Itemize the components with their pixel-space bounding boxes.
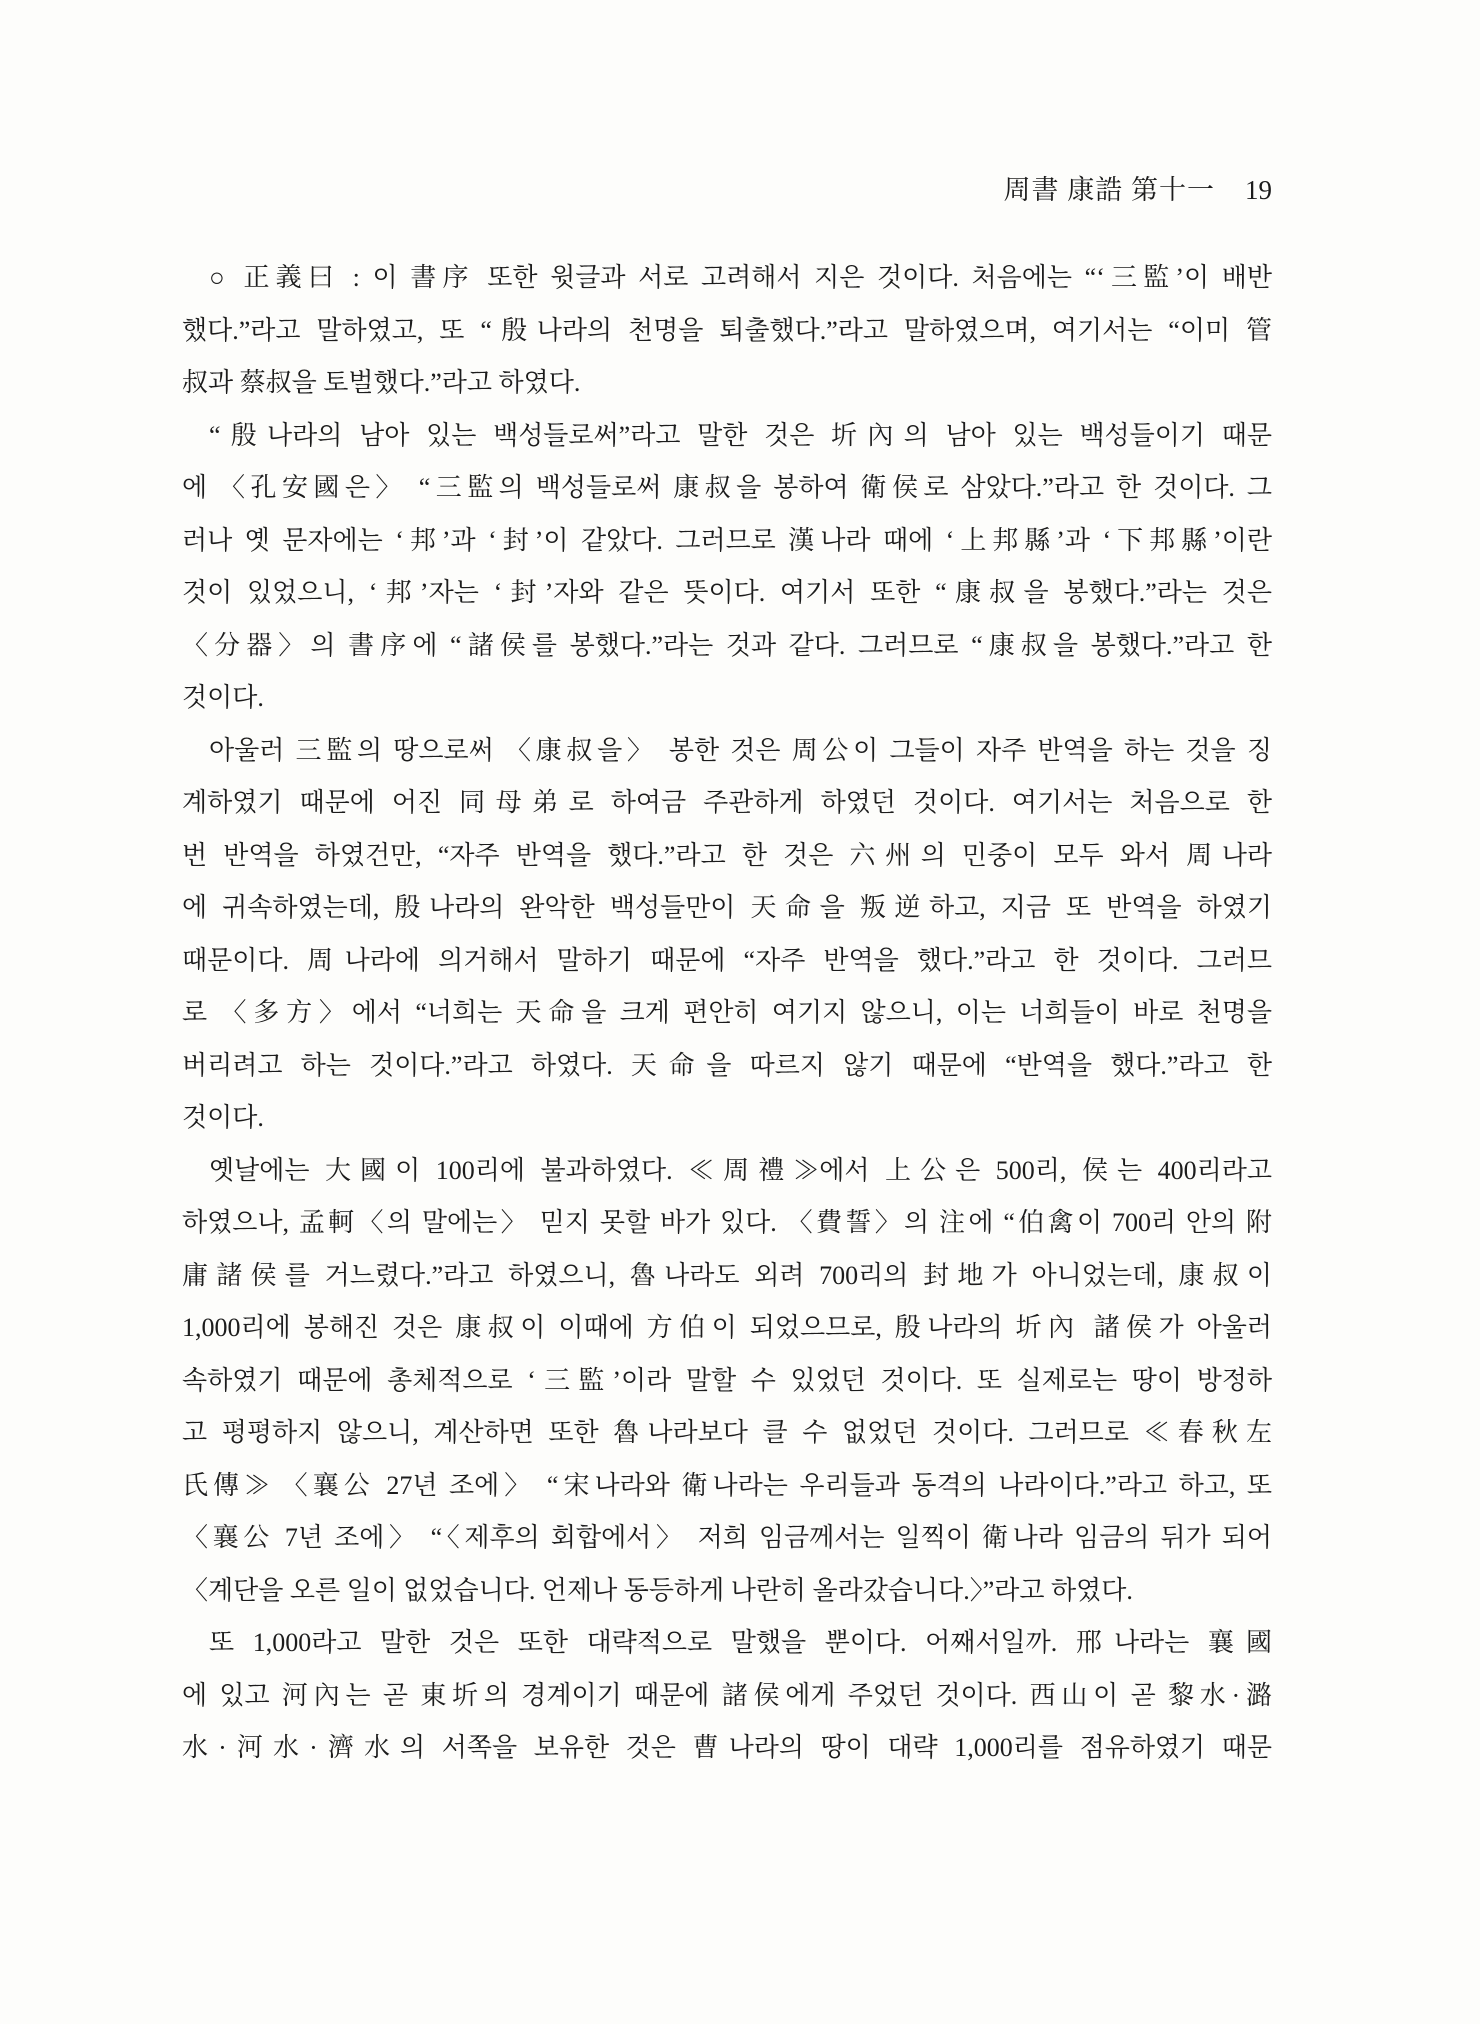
text-line: 水·河水·濟水의 서쪽을 보유한 것은 曹나라의 땅이 대략 1,000리를 점유하였기 때문 — [182, 1733, 1272, 1762]
text-line: 〈襄公 7년 조에〉 “〈제후의 회합에서〉 저희 임금께서는 일찍이 衛나라 임금의 뒤가 되어 — [182, 1523, 1272, 1552]
text-line: 때문이다. 周나라에 의거해서 말하기 때문에 “자주 반역을 했다.”라고 한 것이다. 그러므 — [182, 945, 1272, 975]
text-line: 에 〈孔安國은〉 “三監의 백성들로써 康叔을 봉하여 衛侯로 삼았다.”라고 한 것이다. 그 — [182, 473, 1272, 502]
text-line: ○ 正義曰 : 이 書序 또한 윗글과 서로 고려해서 지은 것이다. 처음에는 “‘三監’이 배반 — [209, 263, 1272, 292]
text-line: 하였으나, 孟軻〈의 말에는〉 믿지 못할 바가 있다. 〈費誓〉의 注에 “伯禽이 700리 안의 附 — [182, 1208, 1272, 1237]
text-line: 에 귀속하였는데, 殷나라의 완악한 백성들만이 天命을 叛逆하고, 지금 또 반역을 하였기 — [182, 893, 1272, 922]
text-line: 에 있고 河內는 곧 東圻의 경계이기 때문에 諸侯에게 주었던 것이다. 西山이 곧 黎水·潞 — [182, 1680, 1272, 1710]
text-line: 1,000리에 봉해진 것은 康叔이 이때에 方伯이 되었으므로, 殷나라의 圻內 諸侯가 아울러 — [182, 1313, 1272, 1342]
page-number: 19 — [1245, 175, 1272, 205]
text-line: 것이다. — [182, 683, 264, 712]
text-line: 叔과 蔡叔을 토벌했다.”라고 하였다. — [182, 368, 581, 397]
document-body — [182, 252, 1272, 1775]
text-line: 것이 있었으니, ‘邦’자는 ‘封’자와 같은 뜻이다. 여기서 또한 “康叔을 봉했다.”라는 것은 — [182, 578, 1272, 607]
text-line: 속하였기 때문에 총체적으로 ‘三監’이라 말할 수 있었던 것이다. 또 실제로는 땅이 방정하 — [182, 1365, 1272, 1395]
paragraph-2 — [182, 410, 1272, 725]
text-line: 것이다. — [182, 1103, 264, 1132]
text-line: 氏傳≫ 〈襄公 27년 조에〉 “宋나라와 衛나라는 우리들과 동격의 나라이다.”라고 하고, 또 — [182, 1470, 1272, 1500]
text-line: 번 반역을 하였건만, “자주 반역을 했다.”라고 한 것은 六州의 민중이 모두 와서 周나라 — [182, 840, 1272, 870]
text-line: 〈分器〉의 書序에 “諸侯를 봉했다.”라는 것과 같다. 그러므로 “康叔을 봉했다.”라고 한 — [182, 630, 1272, 660]
text-line: 러나 옛 문자에는 ‘邦’과 ‘封’이 같았다. 그러므로 漢나라 때에 ‘上邦縣’과 ‘下邦縣’이란 — [182, 525, 1272, 555]
running-title: 周書 康誥 第十一 — [1003, 175, 1215, 205]
paragraph-3 — [182, 725, 1272, 1145]
text-line: 庸諸侯를 거느렸다.”라고 하였으니, 魯나라도 외려 700리의 封地가 아니었는데, 康叔이 — [182, 1260, 1272, 1290]
text-line: 계하였기 때문에 어진 同母弟로 하여금 주관하게 하였던 것이다. 여기서는 처음으로 한 — [182, 788, 1272, 817]
paragraph-1 — [182, 252, 1272, 410]
paragraph-5 — [182, 1617, 1272, 1775]
text-line: 고 평평하지 않으니, 계산하면 또한 魯나라보다 클 수 없었던 것이다. 그러므로 ≪春秋左 — [182, 1418, 1272, 1447]
text-line: 했다.”라고 말하였고, 또 “殷나라의 천명을 퇴출했다.”라고 말하였으며, 여기서는 “이미 管 — [182, 315, 1272, 345]
text-line: “殷나라의 남아 있는 백성들로써”라고 말한 것은 圻內의 남아 있는 백성들이기 때문 — [209, 420, 1272, 450]
text-line: 〈계단을 오른 일이 없었습니다. 언제나 동등하게 나란히 올라갔습니다.〉”라고 하였다. — [182, 1575, 1133, 1605]
text-line: 버리려고 하는 것이다.”라고 하였다. 天命을 따르지 않기 때문에 “반역을 했다.”라고 한 — [182, 1050, 1272, 1080]
text-line: 아울러 三監의 땅으로써 〈康叔을〉 봉한 것은 周公이 그들이 자주 반역을 하는 것을 징 — [209, 735, 1272, 765]
text-line: 또 1,000라고 말한 것은 또한 대략적으로 말했을 뿐이다. 어째서일까. 邢나라는 襄國 — [209, 1628, 1272, 1657]
text-line: 로 〈多方〉에서 “너희는 天命을 크게 편안히 여기지 않으니, 이는 너희들이 바로 천명을 — [182, 998, 1272, 1027]
paragraph-4 — [182, 1145, 1272, 1618]
running-header — [182, 168, 1272, 207]
text-line: 옛날에는 大國이 100리에 불과하였다. ≪周禮≫에서 上公은 500리, 侯는 400리라고 — [209, 1155, 1272, 1185]
